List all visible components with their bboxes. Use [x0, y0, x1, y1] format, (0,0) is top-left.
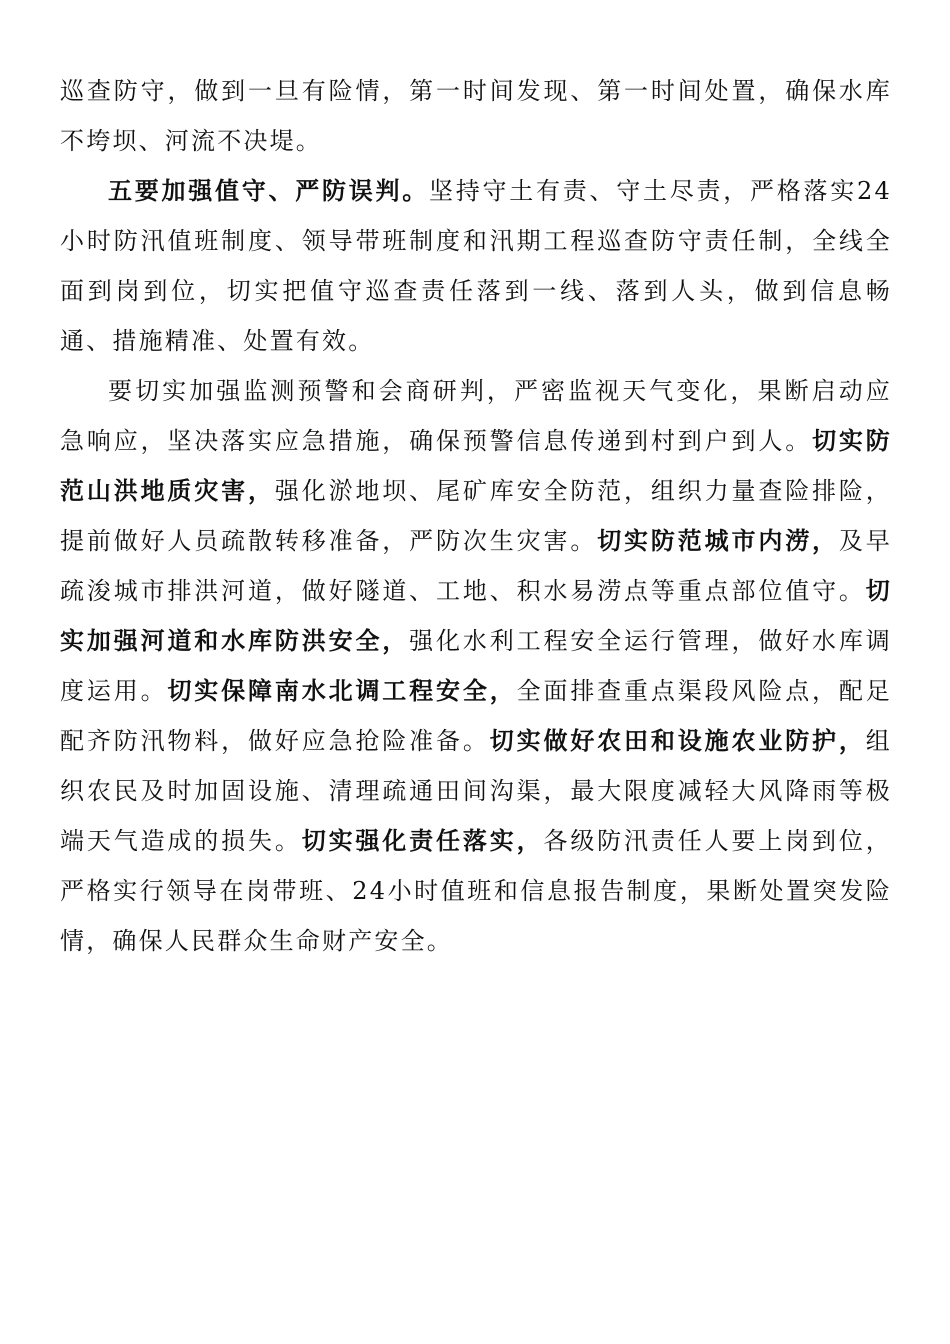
paragraph-text: 坚持守土有责、守土尽责，严格落实24小时防汛值班制度、领导带班制度和汛期工程巡查防守责任制，全线全面到岗到位，切实把值守巡查责任落到一线、落到人头，做到信息畅通、措施精准、处置有效。 [60, 177, 892, 355]
measure-heading-flood-geology: 切实防范山洪地质灾害， [60, 426, 892, 505]
measure-text-river-reservoir: 强化水利工程安全运行管理，做好水库调度运用。 [60, 627, 892, 705]
paragraph-text: 巡查防守，做到一旦有险情，第一时间发现、第一时间处置，确保水库不垮坝、河流不决堤。 [60, 77, 892, 155]
measure-heading-farmland: 切实做好农田和设施农业防护， [489, 726, 866, 755]
measure-text-responsibility: 各级防汛责任人要上岗到位，严格实行领导在岗带班、24小时值班和信息报告制度，果断处置突发险情，确保人民群众生命财产安全。 [60, 827, 892, 955]
measure-heading-river-reservoir: 切实加强河道和水库防洪安全， [60, 576, 892, 655]
measure-text-flood-geology: 强化淤地坝、尾矿库安全防范，组织力量查险排险，提前做好人员疏散转移准备，严防次生灾害。 [60, 477, 892, 555]
measure-heading-water-diversion: 切实保障南水北调工程安全， [167, 676, 517, 705]
paragraph-continuation [60, 66, 892, 166]
point-five-heading: 五要加强值守、严防误判。 [108, 176, 430, 205]
paragraph-measures [60, 366, 892, 966]
measure-text-farmland: 组织农民及时加固设施、清理疏通田间沟渠，最大限度减轻大风降雨等极端天气造成的损失。 [60, 727, 892, 855]
measure-heading-responsibility: 切实强化责任落实， [301, 826, 544, 855]
paragraph-intro: 要切实加强监测预警和会商研判，严密监视天气变化，果断启动应急响应，坚决落实应急措施，确保预警信息传递到村到户到人。 [60, 377, 892, 455]
paragraph-point-five [60, 166, 892, 366]
document-body [60, 66, 892, 966]
measure-text-water-diversion: 全面排查重点渠段风险点，配足配齐防汛物料，做好应急抢险准备。 [60, 677, 892, 755]
measure-heading-urban-waterlogging: 切实防范城市内涝， [597, 526, 839, 555]
measure-text-urban-waterlogging: 及早疏浚城市排洪河道，做好隧道、工地、积水易涝点等重点部位值守。 [60, 527, 892, 605]
